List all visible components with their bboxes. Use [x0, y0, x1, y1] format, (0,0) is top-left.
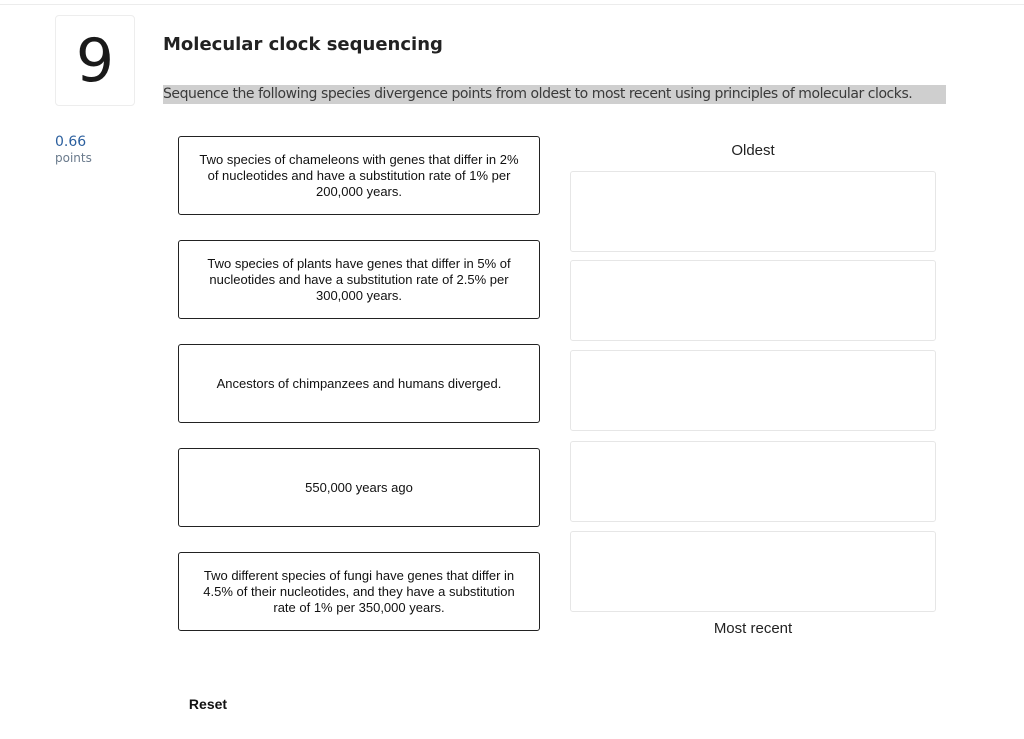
oldest-label: Oldest [731, 142, 775, 159]
draggable-item-card[interactable] [178, 448, 540, 527]
item-text: Two different species of fungi have genes that differ in 4.5% of their nucleotides, and they have a substitution rate of 1% per 350,000 years. [203, 567, 515, 615]
draggable-item-card[interactable] [178, 240, 540, 319]
most-recent-label: Most recent [713, 620, 793, 637]
reset-button[interactable]: Reset [178, 693, 238, 715]
question-instruction: Sequence the following species divergence points from oldest to most recent using principles of molecular clocks. [163, 85, 946, 104]
item-text: Two species of chameleons with genes that differ in 2% of nucleotides and have a substitution rate of 1% per 200,000 years. [199, 151, 519, 199]
drop-slot-2[interactable] [570, 260, 936, 341]
draggable-item-card[interactable] [178, 552, 540, 631]
question-number-box [55, 15, 135, 106]
question-title: Molecular clock sequencing [163, 34, 443, 55]
top-divider [0, 4, 1024, 5]
draggable-item-card[interactable] [178, 344, 540, 423]
points-value: 0.66 [55, 134, 87, 150]
drop-slot-3[interactable] [570, 350, 936, 431]
draggable-item-card[interactable] [178, 136, 540, 215]
drop-slot-4[interactable] [570, 441, 936, 522]
drop-slot-1[interactable] [570, 171, 936, 252]
points-label: points [55, 151, 92, 165]
question-number: 9 [75, 25, 115, 96]
drop-slot-5[interactable] [570, 531, 936, 612]
item-text: Ancestors of chimpanzees and humans diverged. [216, 375, 502, 391]
item-text: Two species of plants have genes that differ in 5% of nucleotides and have a substitution rate of 2.5% per 300,000 years. [207, 255, 511, 303]
item-text: 550,000 years ago [305, 479, 413, 495]
